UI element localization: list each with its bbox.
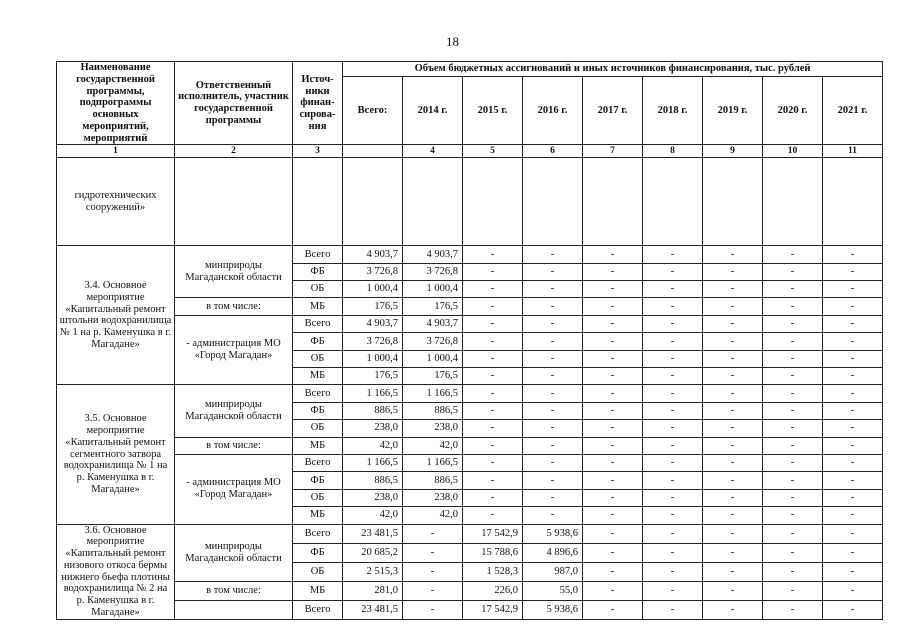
value-cell: 5 938,6 [523, 524, 583, 543]
source-cell: МБ [293, 581, 343, 600]
source-cell: ОБ [293, 562, 343, 581]
value-cell: 2 515,3 [343, 562, 403, 581]
value-cell: 4 903,7 [343, 315, 403, 332]
executor-cell: - администрация МО «Город Магадан» [175, 454, 293, 524]
value-cell: - [463, 281, 523, 298]
value-cell: - [643, 472, 703, 489]
value-cell: 15 788,6 [463, 543, 523, 562]
value-cell: - [763, 315, 823, 332]
value-cell: 987,0 [523, 562, 583, 581]
value-cell: 238,0 [343, 489, 403, 506]
value-cell: - [703, 562, 763, 581]
value-cell: - [703, 333, 763, 350]
value-cell: 42,0 [343, 437, 403, 454]
value-cell: - [583, 281, 643, 298]
source-cell: ФБ [293, 333, 343, 350]
value-cell: - [403, 543, 463, 562]
value-cell: - [763, 524, 823, 543]
value-cell: - [823, 454, 883, 471]
value-cell: - [763, 333, 823, 350]
column-number: 6 [523, 145, 583, 158]
value-cell: - [643, 246, 703, 263]
header-executor: Ответственный исполнитель, участник государственной программы [175, 62, 293, 145]
value-cell: 886,5 [403, 402, 463, 419]
value-cell: - [763, 367, 823, 384]
value-cell: - [583, 600, 643, 619]
value-cell: - [583, 581, 643, 600]
value-cell: - [703, 489, 763, 506]
value-cell: - [583, 333, 643, 350]
value-cell: - [823, 507, 883, 524]
measure-name: 3.4. Основное мероприятие «Капитальный ремонт штольни водохранилища № 1 на р. Каменушка в г. Магадане» [57, 246, 175, 385]
measure-name: 3.6. Основное мероприятие «Капитальный ремонт низового откоса бермы нижнего бьефа плотины водохранилища № 2 на р. Каменушка в г. Магадане» [57, 524, 175, 619]
value-cell: - [403, 562, 463, 581]
value-cell: - [583, 263, 643, 280]
source-cell: МБ [293, 437, 343, 454]
value-cell: - [823, 367, 883, 384]
value-cell: - [523, 454, 583, 471]
value-cell: - [703, 350, 763, 367]
value-cell: - [823, 315, 883, 332]
value-cell: - [823, 524, 883, 543]
table-row [57, 246, 883, 263]
value-cell: - [763, 454, 823, 471]
value-cell: - [523, 281, 583, 298]
measure-name: 3.5. Основное мероприятие «Капитальный ремонт сегментного затвора водохранилища № 1 на р. Каменушка в г. Магадане» [57, 385, 175, 524]
column-number: 11 [823, 145, 883, 158]
value-cell: - [583, 385, 643, 402]
value-cell: - [823, 581, 883, 600]
source-cell: ОБ [293, 281, 343, 298]
value-cell: 4 903,7 [403, 315, 463, 332]
value-cell: - [703, 437, 763, 454]
value-cell: - [643, 420, 703, 437]
header-name: Наименование государственной программы, подпрограммы основных мероприятий, мероприятий [57, 62, 175, 145]
column-number: 1 [57, 145, 175, 158]
value-cell: - [703, 543, 763, 562]
value-cell: 1 000,4 [343, 281, 403, 298]
value-cell: 4 903,7 [403, 246, 463, 263]
value-cell: - [703, 246, 763, 263]
value-cell: - [823, 562, 883, 581]
source-cell: ФБ [293, 472, 343, 489]
value-cell: - [763, 298, 823, 315]
value-cell: - [463, 385, 523, 402]
value-cell: 238,0 [403, 489, 463, 506]
value-cell: - [583, 489, 643, 506]
executor-cell [175, 600, 293, 619]
value-cell: - [823, 489, 883, 506]
subtotal-label: в том числе: [175, 298, 293, 315]
value-cell: - [463, 350, 523, 367]
value-cell: 1 000,4 [403, 281, 463, 298]
value-cell: - [823, 298, 883, 315]
value-cell: - [703, 281, 763, 298]
source-cell: МБ [293, 367, 343, 384]
value-cell: - [463, 367, 523, 384]
value-cell: - [823, 246, 883, 263]
value-cell: 1 166,5 [403, 385, 463, 402]
value-cell: - [643, 507, 703, 524]
subtotal-label: в том числе: [175, 581, 293, 600]
value-cell: - [643, 281, 703, 298]
value-cell: - [763, 562, 823, 581]
value-cell: - [523, 350, 583, 367]
value-cell: - [583, 524, 643, 543]
value-cell: - [763, 246, 823, 263]
value-cell: - [703, 507, 763, 524]
value-cell: 1 000,4 [343, 350, 403, 367]
source-cell: Всего [293, 600, 343, 619]
value-cell: - [823, 420, 883, 437]
source-cell: МБ [293, 298, 343, 315]
value-cell: - [463, 298, 523, 315]
header-year: 2018 г. [643, 77, 703, 145]
value-cell: - [523, 246, 583, 263]
executor-cell: минприроды Магаданской области [175, 385, 293, 437]
source-cell: МБ [293, 507, 343, 524]
value-cell: - [823, 543, 883, 562]
value-cell: - [763, 281, 823, 298]
value-cell: - [703, 315, 763, 332]
value-cell: - [823, 437, 883, 454]
value-cell: 176,5 [403, 298, 463, 315]
source-cell: ФБ [293, 402, 343, 419]
value-cell: - [823, 600, 883, 619]
value-cell: 176,5 [343, 367, 403, 384]
value-cell: - [523, 437, 583, 454]
budget-table [56, 61, 883, 620]
source-cell: Всего [293, 385, 343, 402]
value-cell: 1 528,3 [463, 562, 523, 581]
table-row [57, 315, 883, 332]
value-cell: - [583, 350, 643, 367]
value-cell: 3 726,8 [403, 263, 463, 280]
header-source: Источ-ники финан-сирова-ния [293, 62, 343, 145]
value-cell: - [583, 454, 643, 471]
value-cell: 1 000,4 [403, 350, 463, 367]
value-cell: - [763, 507, 823, 524]
source-cell: Всего [293, 524, 343, 543]
value-cell: - [643, 581, 703, 600]
value-cell: - [643, 437, 703, 454]
value-cell: - [523, 489, 583, 506]
value-cell: - [463, 454, 523, 471]
value-cell: - [463, 333, 523, 350]
column-number: 8 [643, 145, 703, 158]
value-cell: 886,5 [343, 472, 403, 489]
value-cell: - [763, 472, 823, 489]
header-total: Всего: [343, 77, 403, 145]
value-cell: - [643, 350, 703, 367]
value-cell: - [583, 543, 643, 562]
value-cell: - [463, 437, 523, 454]
value-cell: - [763, 385, 823, 402]
table-row [57, 600, 883, 619]
value-cell: - [523, 385, 583, 402]
value-cell: 20 685,2 [343, 543, 403, 562]
table-row [57, 454, 883, 471]
value-cell: - [463, 489, 523, 506]
value-cell: 176,5 [403, 367, 463, 384]
table-row [57, 581, 883, 600]
value-cell: - [643, 402, 703, 419]
value-cell: - [523, 420, 583, 437]
value-cell: - [823, 385, 883, 402]
header-year: 2014 г. [403, 77, 463, 145]
value-cell: - [703, 367, 763, 384]
table-row [57, 524, 883, 543]
value-cell: 281,0 [343, 581, 403, 600]
value-cell: - [763, 489, 823, 506]
column-number: 10 [763, 145, 823, 158]
value-cell: - [823, 402, 883, 419]
table-row [57, 298, 883, 315]
value-cell: - [643, 524, 703, 543]
source-cell: Всего [293, 246, 343, 263]
value-cell: 226,0 [463, 581, 523, 600]
header-year: 2017 г. [583, 77, 643, 145]
header-year: 2021 г. [823, 77, 883, 145]
value-cell: 238,0 [403, 420, 463, 437]
value-cell: - [523, 263, 583, 280]
value-cell: - [523, 507, 583, 524]
value-cell: - [703, 402, 763, 419]
value-cell: - [643, 263, 703, 280]
value-cell: - [703, 600, 763, 619]
value-cell: 55,0 [523, 581, 583, 600]
value-cell: 3 726,8 [343, 263, 403, 280]
value-cell: 1 166,5 [343, 454, 403, 471]
value-cell: - [463, 315, 523, 332]
value-cell: - [523, 298, 583, 315]
value-cell: - [403, 581, 463, 600]
column-number: 3 [293, 145, 343, 158]
value-cell: - [763, 437, 823, 454]
column-number: 7 [583, 145, 643, 158]
value-cell: 886,5 [403, 472, 463, 489]
value-cell: - [643, 385, 703, 402]
value-cell: - [583, 315, 643, 332]
value-cell: - [523, 472, 583, 489]
value-cell: - [463, 263, 523, 280]
header-year: 2016 г. [523, 77, 583, 145]
value-cell: - [583, 437, 643, 454]
value-cell: - [463, 246, 523, 263]
value-cell: - [703, 454, 763, 471]
value-cell: - [583, 246, 643, 263]
value-cell: - [763, 600, 823, 619]
value-cell: - [823, 263, 883, 280]
value-cell: - [583, 367, 643, 384]
value-cell: - [703, 524, 763, 543]
value-cell: - [643, 600, 703, 619]
value-cell: - [643, 543, 703, 562]
value-cell: - [703, 298, 763, 315]
value-cell: 42,0 [403, 437, 463, 454]
source-cell: ОБ [293, 489, 343, 506]
value-cell: - [643, 315, 703, 332]
subtotal-label: в том числе: [175, 437, 293, 454]
page-number: 18 [446, 34, 459, 49]
value-cell: 23 481,5 [343, 600, 403, 619]
source-cell: ФБ [293, 543, 343, 562]
value-cell: - [703, 420, 763, 437]
executor-cell: минприроды Магаданской области [175, 246, 293, 298]
source-cell: ОБ [293, 350, 343, 367]
value-cell: - [403, 600, 463, 619]
column-number: 9 [703, 145, 763, 158]
value-cell: - [523, 402, 583, 419]
source-cell: Всего [293, 454, 343, 471]
value-cell: - [703, 472, 763, 489]
value-cell: - [703, 581, 763, 600]
value-cell: - [823, 350, 883, 367]
value-cell: 886,5 [343, 402, 403, 419]
value-cell: - [463, 472, 523, 489]
value-cell: - [703, 263, 763, 280]
value-cell: - [763, 581, 823, 600]
source-cell: ФБ [293, 263, 343, 280]
value-cell: - [583, 507, 643, 524]
value-cell: - [763, 543, 823, 562]
value-cell: 4 903,7 [343, 246, 403, 263]
value-cell: - [523, 315, 583, 332]
table-row [57, 385, 883, 402]
header-volume: Объем бюджетных ассигнований и иных источников финансирования, тыс. рублей [343, 62, 883, 77]
header-year: 2019 г. [703, 77, 763, 145]
value-cell: - [583, 420, 643, 437]
header-year: 2020 г. [763, 77, 823, 145]
value-cell: - [583, 402, 643, 419]
value-cell: - [643, 298, 703, 315]
value-cell: - [583, 562, 643, 581]
column-number: 5 [463, 145, 523, 158]
value-cell: 17 542,9 [463, 600, 523, 619]
executor-cell: - администрация МО «Город Магадан» [175, 315, 293, 385]
value-cell: - [523, 367, 583, 384]
value-cell: 5 938,6 [523, 600, 583, 619]
value-cell: 23 481,5 [343, 524, 403, 543]
value-cell: 4 896,6 [523, 543, 583, 562]
header-year: 2015 г. [463, 77, 523, 145]
value-cell: 42,0 [343, 507, 403, 524]
value-cell: - [643, 367, 703, 384]
executor-cell: минприроды Магаданской области [175, 524, 293, 581]
value-cell: - [643, 333, 703, 350]
value-cell: - [523, 333, 583, 350]
value-cell: - [823, 281, 883, 298]
value-cell: - [463, 420, 523, 437]
value-cell: 42,0 [403, 507, 463, 524]
column-number: 4 [403, 145, 463, 158]
value-cell: 3 726,8 [343, 333, 403, 350]
value-cell: 17 542,9 [463, 524, 523, 543]
table-row [57, 437, 883, 454]
value-cell: - [703, 385, 763, 402]
value-cell: - [643, 489, 703, 506]
value-cell: - [763, 263, 823, 280]
value-cell: 176,5 [343, 298, 403, 315]
value-cell: - [403, 524, 463, 543]
value-cell: - [643, 454, 703, 471]
value-cell: - [763, 402, 823, 419]
continuation-text: гидротехнических сооружений» [57, 158, 175, 246]
value-cell: - [643, 562, 703, 581]
value-cell: - [463, 507, 523, 524]
value-cell: 238,0 [343, 420, 403, 437]
value-cell: - [823, 333, 883, 350]
value-cell: - [583, 472, 643, 489]
column-number: 2 [175, 145, 293, 158]
value-cell: - [583, 298, 643, 315]
value-cell: - [763, 350, 823, 367]
value-cell: 3 726,8 [403, 333, 463, 350]
column-number [343, 145, 403, 158]
source-cell: ОБ [293, 420, 343, 437]
value-cell: - [463, 402, 523, 419]
value-cell: - [763, 420, 823, 437]
value-cell: 1 166,5 [343, 385, 403, 402]
value-cell: 1 166,5 [403, 454, 463, 471]
value-cell: - [823, 472, 883, 489]
source-cell: Всего [293, 315, 343, 332]
